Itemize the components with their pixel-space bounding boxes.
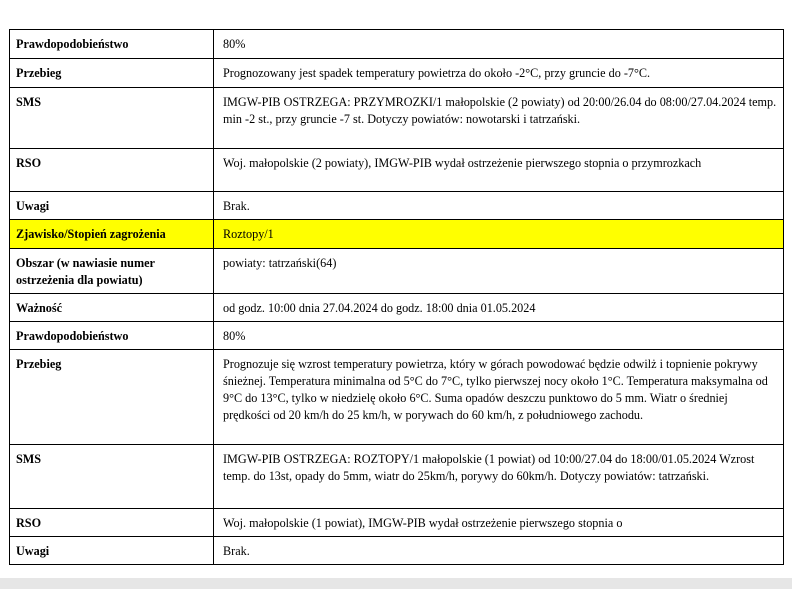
row-value: Prognozowany jest spadek temperatury powietrza do około -2°C, przy gruncie do -7°C.	[214, 59, 784, 88]
row-label: Prawdopodobieństwo	[10, 30, 214, 59]
row-value: IMGW-PIB OSTRZEGA: PRZYMROZKI/1 małopolskie (2 powiaty) od 20:00/26.04 do 08:00/27.04.2024 temp. min -2 st., przy gruncie -7 st. Dotyczy powiatów: nowotarski i tatrzański.	[214, 88, 784, 149]
table-row	[10, 322, 784, 350]
highlighted-row	[10, 220, 784, 249]
row-label: RSO	[10, 509, 214, 537]
row-value: Prognozuje się wzrost temperatury powietrza, który w górach powodować będzie odwilż i topnienie pokrywy śnieżnej. Temperatura minimalna od 5°C do 7°C, tylko pierwszej nocy około 1°C. Temperatura maksymalna od 9°C do 13°C, tylko w niedzielę około 6°C. Suma opadów deszczu punktowo do 5 mm. Wiatr o średniej prędkości od 20 km/h do 25 km/h, w porywach do 60 km/h, z południowego zachodu.	[214, 350, 784, 445]
row-label: SMS	[10, 88, 214, 149]
table-row	[10, 59, 784, 88]
table-row	[10, 149, 784, 192]
table-row	[10, 192, 784, 220]
page-bottom-gap	[0, 578, 792, 589]
row-label: SMS	[10, 445, 214, 509]
row-label: Ważność	[10, 294, 214, 322]
row-label: Przebieg	[10, 350, 214, 445]
table-row	[10, 30, 784, 59]
row-label: Obszar (w nawiasie numer ostrzeżenia dla powiatu)	[10, 249, 214, 294]
row-label: Zjawisko/Stopień zagrożenia	[10, 220, 214, 249]
row-value: 80%	[214, 322, 784, 350]
table-row	[10, 294, 784, 322]
row-label: Przebieg	[10, 59, 214, 88]
table-row	[10, 88, 784, 149]
row-value: Woj. małopolskie (2 powiaty), IMGW-PIB wydał ostrzeżenie pierwszego stopnia o przymrozkach	[214, 149, 784, 192]
warning-table	[9, 29, 784, 565]
table-row	[10, 249, 784, 294]
row-value: Brak.	[214, 537, 784, 565]
row-value: Roztopy/1	[214, 220, 784, 249]
row-value: od godz. 10:00 dnia 27.04.2024 do godz. 18:00 dnia 01.05.2024	[214, 294, 784, 322]
row-value: Woj. małopolskie (1 powiat), IMGW-PIB wydał ostrzeżenie pierwszego stopnia o	[214, 509, 784, 537]
row-value: 80%	[214, 30, 784, 59]
row-label: Uwagi	[10, 192, 214, 220]
row-value: Brak.	[214, 192, 784, 220]
row-label: RSO	[10, 149, 214, 192]
row-value: IMGW-PIB OSTRZEGA: ROZTOPY/1 małopolskie (1 powiat) od 10:00/27.04 do 18:00/01.05.2024 Wzrost temp. do 13st, opady do 5mm, wiatr do 25km/h, porywy do 60km/h. Dotyczy powiatów: tatrzański.	[214, 445, 784, 509]
table-row	[10, 537, 784, 565]
row-label: Prawdopodobieństwo	[10, 322, 214, 350]
row-label: Uwagi	[10, 537, 214, 565]
table-row	[10, 509, 784, 537]
row-value: powiaty: tatrzański(64)	[214, 249, 784, 294]
table-row	[10, 350, 784, 445]
table-row	[10, 445, 784, 509]
